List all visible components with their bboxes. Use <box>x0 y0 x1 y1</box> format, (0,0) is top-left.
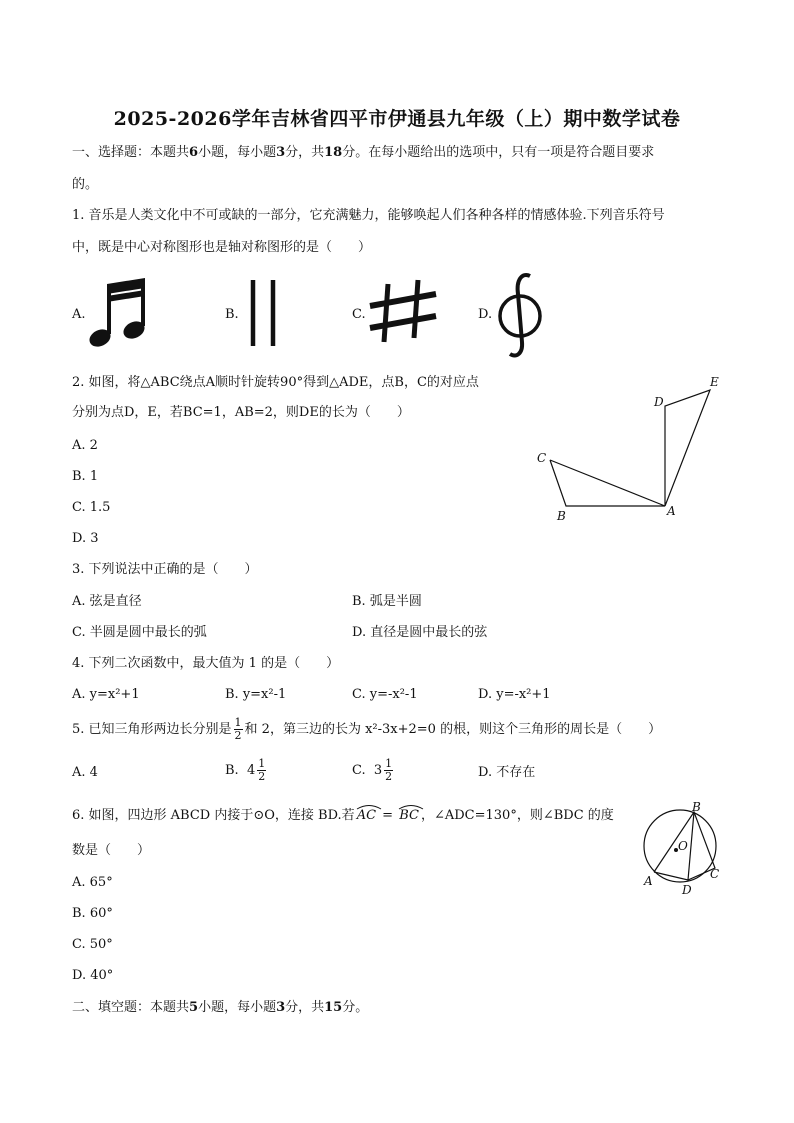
q5-option-c-fraction <box>384 758 393 783</box>
q4-option-b: B. y=x²-1 <box>225 687 287 702</box>
mixed-number-whole: 3 <box>373 763 383 778</box>
q5-option-b <box>225 757 268 785</box>
q6-stem-text: 6. 如图，四边形 ABCD 内接于⊙O，连接 BD.若 <box>72 808 355 823</box>
q5-stem-text: 5. 已知三角形两边长分别是 <box>72 722 232 737</box>
q2-label-a: A <box>667 504 676 518</box>
q4-stem: 4. 下列二次函数中，最大值为 1 的是（ ） <box>72 656 340 671</box>
section1-heading-text: 一、选择题：本题共 <box>72 145 190 160</box>
section1-heading-wrap: 的。 <box>72 177 99 192</box>
q3-option-b: B. 弧是半圆 <box>352 594 422 609</box>
section1-total: 18 <box>324 145 343 160</box>
fraction-denominator: 2 <box>234 729 242 742</box>
q1-option-b-label: B. <box>225 307 239 322</box>
section2-total: 15 <box>324 1000 343 1015</box>
section2-heading-text: 分，共 <box>285 1000 325 1015</box>
sharp-sign-icon <box>366 280 440 346</box>
q2-option-c: C. 1.5 <box>72 500 111 515</box>
arc-ac <box>355 808 378 824</box>
section1-heading-text: 分，共 <box>285 145 325 160</box>
section2-heading-text: 分。 <box>342 1000 369 1015</box>
page-title: 2025-2026学年吉林省四平市伊通县九年级（上）期中数学试卷 <box>113 108 681 130</box>
fermata-circle-icon <box>494 270 546 360</box>
fraction-numerator: 1 <box>258 757 266 770</box>
q2-option-a: A. 2 <box>72 438 98 453</box>
arc-bc <box>397 808 421 824</box>
q1-option-d-label: D. <box>478 307 493 322</box>
q4-option-c: C. y=-x²-1 <box>352 687 418 702</box>
option-letter: B. <box>225 763 239 778</box>
q5-option-a: A. 4 <box>72 765 98 780</box>
mixed-number-whole: 4 <box>246 763 256 778</box>
q2-rotation-figure <box>530 370 730 530</box>
q2-label-c: C <box>537 451 547 465</box>
option-letter: C. <box>352 763 366 778</box>
section1-heading-text: 分。在每小题给出的选项中，只有一项是符合题目要求 <box>342 145 655 160</box>
q6-circle-figure <box>640 800 750 900</box>
section1-points: 3 <box>276 145 286 160</box>
q3-stem: 3. 下列说法中正确的是（ ） <box>72 562 258 577</box>
q5-option-b-fraction <box>257 758 266 783</box>
q1-option-c-label: C. <box>352 307 366 322</box>
q6-label-o: O <box>678 839 688 853</box>
q6-option-a: A. 65° <box>72 875 113 890</box>
section2-count: 5 <box>189 1000 199 1015</box>
section1-heading <box>72 145 654 161</box>
q6-option-b: B. 60° <box>72 906 113 921</box>
equals-sign: = <box>382 808 394 823</box>
section2-heading-text: 小题，每小题 <box>198 1000 277 1015</box>
section2-heading <box>72 1000 368 1016</box>
q6-stem-line1 <box>72 808 614 824</box>
q2-stem-line1: 2. 如图，将△ABC绕点A顺时针旋转90°得到△ADE，点B，C的对应点 <box>72 375 479 390</box>
double-barline-icon <box>244 280 284 350</box>
q6-label-d: D <box>682 883 692 897</box>
q2-label-e: E <box>710 375 719 389</box>
q6-label-b: B <box>692 800 701 814</box>
section2-points: 3 <box>276 1000 286 1015</box>
fraction-denominator: 2 <box>258 770 266 783</box>
q4-option-a: A. y=x²+1 <box>72 687 140 702</box>
q5-option-d: D. 不存在 <box>478 765 536 780</box>
arc-ac-label: AC <box>356 808 377 823</box>
q2-option-d: D. 3 <box>72 531 99 546</box>
q5-stem <box>72 716 661 744</box>
q6-option-d: D. 40° <box>72 968 114 983</box>
arc-bc-label: BC <box>399 808 419 823</box>
q1-stem-line2: 中，既是中心对称图形也是轴对称图形的是（ ） <box>72 240 372 255</box>
q5-fraction <box>234 717 243 742</box>
q6-option-c: C. 50° <box>72 937 113 952</box>
arc-mark-icon <box>397 804 425 810</box>
q5-option-c <box>352 757 395 785</box>
q6-stem-line2: 数是（ ） <box>72 843 151 858</box>
q6-label-c: C <box>710 867 720 881</box>
q3-option-a: A. 弦是直径 <box>72 594 142 609</box>
q3-option-c: C. 半圆是圆中最长的弧 <box>72 625 207 640</box>
q1-option-a-label: A. <box>72 307 86 322</box>
fraction-denominator: 2 <box>385 770 393 783</box>
q1-stem-line1: 1. 音乐是人类文化中不可或缺的一部分，它充满魅力，能够唤起人们各种各样的情感体验.下列音乐符号 <box>72 208 665 223</box>
fraction-numerator: 1 <box>234 716 242 729</box>
q2-label-d: D <box>654 395 664 409</box>
section2-heading-text: 二、填空题：本题共 <box>72 1000 190 1015</box>
q2-label-b: B <box>557 509 566 523</box>
q3-option-d: D. 直径是圆中最长的弦 <box>352 625 488 640</box>
q2-stem-line2: 分别为点D，E，若BC=1，AB=2，则DE的长为（ ） <box>72 405 410 420</box>
q6-label-a: A <box>644 874 653 888</box>
q6-stem-text: ，∠ADC=130°，则∠BDC 的度 <box>420 808 614 823</box>
section1-count: 6 <box>189 145 199 160</box>
arc-mark-icon <box>355 804 383 810</box>
q4-option-d: D. y=-x²+1 <box>478 687 551 702</box>
fraction-numerator: 1 <box>385 757 393 770</box>
q2-option-b: B. 1 <box>72 469 99 484</box>
beamed-notes-icon <box>88 278 152 350</box>
q5-stem-text: 和 2，第三边的长为 x²-3x+2=0 的根，则这个三角形的周长是（ ） <box>244 722 662 737</box>
section1-heading-text: 小题，每小题 <box>198 145 277 160</box>
